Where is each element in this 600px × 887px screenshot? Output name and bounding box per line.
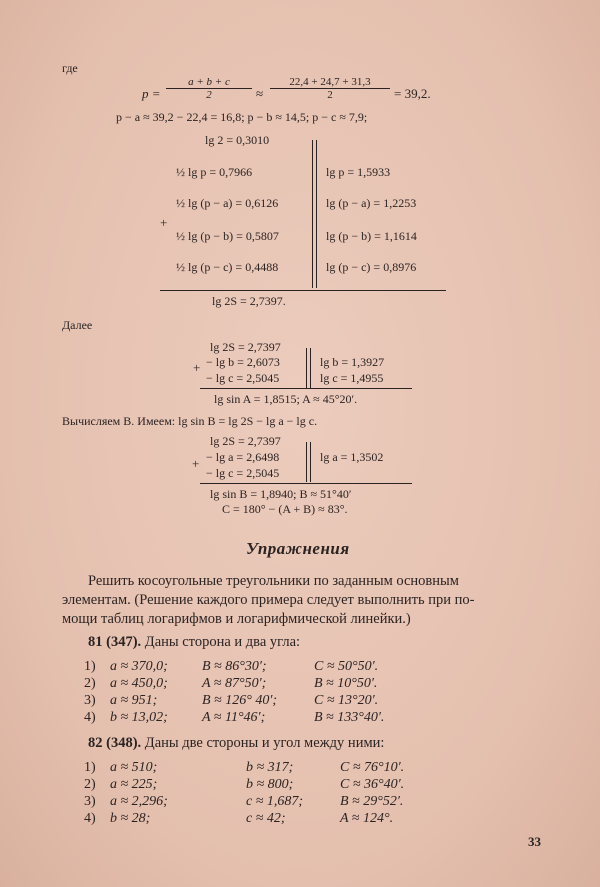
ex82-row-1 [84,760,404,776]
block2-sum-rule [200,388,412,389]
ex82-row-3-num: 3) [84,794,96,809]
ex82-row-4-num: 4) [84,811,96,826]
block2-left-1: lg 2S = 2,7397 [210,340,281,354]
ex81-row-3 [84,693,378,709]
ex81-row-2 [84,676,377,692]
block2-left-3: − lg c = 2,5045 [206,371,280,385]
block1-right-2: lg (p − a) = 1,2253 [326,196,417,210]
ex81-row-1 [84,659,378,675]
differences-line: p − a ≈ 39,2 − 22,4 = 16,8; p − b ≈ 14,5; p − c ≈ 7,9; [116,110,368,124]
block3-vbar-1 [306,442,307,482]
exercise-82-number: 82 (348). [88,735,142,751]
block1-sum-rule [160,290,446,291]
ex81-row-4-b: A ≈ 11°46′; [202,710,266,725]
fraction-1-denominator: 2 [206,89,212,101]
section-title: Упражнения [246,539,350,558]
ex82-row-2-num: 2) [84,777,96,792]
fraction-2-numerator: 22,4 + 24,7 + 31,3 [270,76,390,89]
block1-left-1: ½ lg p = 0,7966 [176,165,253,179]
ex82-row-2 [84,777,404,793]
block3-total: lg sin B = 1,8940; B ≈ 51°40′ [210,487,352,501]
angle-c-line: C = 180° − (A + B) ≈ 83°. [222,502,348,516]
fraction-1-numerator: a + b + c [166,76,252,89]
ex81-row-1-a: a ≈ 370,0; [110,659,168,674]
approx-sign: ≈ [256,86,264,101]
block1-left-2: ½ lg (p − a) = 0,6126 [176,196,279,210]
block3-sum-rule [200,483,412,484]
intro-word: где [62,61,78,75]
p-formula-result: = 39,2. [394,86,431,101]
ex81-row-3-num: 3) [84,693,96,708]
ex81-row-2-b: A ≈ 87°50′; [202,676,267,691]
ex81-row-3-b: B ≈ 126° 40′; [202,693,278,708]
ex81-row-1-num: 1) [84,659,96,674]
ex81-row-3-a: a ≈ 951; [110,693,158,708]
block3-left-3: − lg c = 2,5045 [206,466,280,480]
block2-right-2: lg c = 1,4955 [320,371,384,385]
ex82-row-1-x: a ≈ 510; [110,760,158,775]
ex82-row-2-y: b ≈ 800; [246,777,294,792]
compute-b-line: Вычисляем B. Имеем: lg sin B = lg 2S − lg a − lg c. [62,414,318,428]
ex81-row-2-num: 2) [84,676,96,691]
ex82-row-1-angle: C ≈ 76°10′. [340,760,405,775]
block2-right-1: lg b = 1,3927 [320,355,385,369]
fraction-2-denominator: 2 [327,89,333,101]
lg2-value: lg 2 = 0,3010 [205,133,270,147]
block2-left-2: − lg b = 2,6073 [206,355,280,369]
block3-left-1: lg 2S = 2,7397 [210,434,281,448]
ex81-row-1-c: C ≈ 50°50′. [314,659,379,674]
block3-left-2: − lg a = 2,6498 [206,450,280,464]
exercise-81-heading [88,634,300,651]
ex82-row-4-angle: A ≈ 124°. [340,811,394,826]
block3-vbar-2 [310,442,311,482]
exercise-81-number: 81 (347). [88,634,142,650]
ex81-row-4-a: b ≈ 13,02; [110,710,168,725]
ex82-row-4 [84,811,393,827]
ex82-row-3-x: a ≈ 2,296; [110,794,168,809]
instructions-line-2: элементам. (Решение каждого примера следует выполнить при по- [62,592,475,608]
block3-right-1: lg a = 1,3502 [320,450,384,464]
block1-total: lg 2S = 2,7397. [212,294,286,308]
dalee-word: Далее [62,318,93,332]
block1-plus: + [160,215,168,230]
instructions-line-3: мощи таблиц логарифмов и логарифмической линейки.) [62,611,411,627]
ex82-row-4-x: b ≈ 28; [110,811,151,826]
ex82-row-4-y: c ≈ 42; [246,811,286,826]
exercise-82-heading [88,735,384,752]
block1-left-4: ½ lg (p − c) = 0,4488 [176,260,279,274]
instructions-line-1: Решить косоугольные треугольники по заданным основным [88,573,459,589]
ex81-row-2-c: B ≈ 10°50′. [314,676,378,691]
block1-vbar-1 [312,140,313,288]
block3-plus: + [192,456,200,471]
exercise-81-title: Даны сторона и два угла: [144,634,301,650]
p-formula-fraction-2 [270,76,390,101]
block1-vbar-2 [316,140,317,288]
ex82-row-2-x: a ≈ 225; [110,777,158,792]
ex81-row-1-b: B ≈ 86°30′; [202,659,267,674]
block1-right-4: lg (p − c) = 0,8976 [326,260,417,274]
block1-right-1: lg p = 1,5933 [326,165,391,179]
ex82-row-2-angle: C ≈ 36°40′. [340,777,405,792]
ex81-row-2-a: a ≈ 450,0; [110,676,168,691]
ex81-row-3-c: C ≈ 13°20′. [314,693,379,708]
block2-vbar-2 [310,348,311,388]
p-formula-lhs: p = [142,86,161,101]
exercise-82-title: Даны две стороны и угол между ними: [144,735,385,751]
block2-plus: + [193,360,201,375]
ex82-row-1-y: b ≈ 317; [246,760,294,775]
block1-right-3: lg (p − b) = 1,1614 [326,229,417,243]
ex82-row-3 [84,794,403,810]
page-number: 33 [528,834,541,849]
block2-vbar-1 [306,348,307,388]
ex81-row-4-c: B ≈ 133°40′. [314,710,385,725]
ex82-row-3-y: c ≈ 1,687; [246,794,304,809]
ex82-row-3-angle: B ≈ 29°52′. [340,794,404,809]
block2-total: lg sin A = 1,8515; A ≈ 45°20′. [214,392,358,406]
ex81-row-4-num: 4) [84,710,96,725]
p-formula-fraction-1 [166,76,252,101]
ex82-row-1-num: 1) [84,760,96,775]
block1-left-3: ½ lg (p − b) = 0,5807 [176,229,279,243]
ex81-row-4 [84,710,384,726]
